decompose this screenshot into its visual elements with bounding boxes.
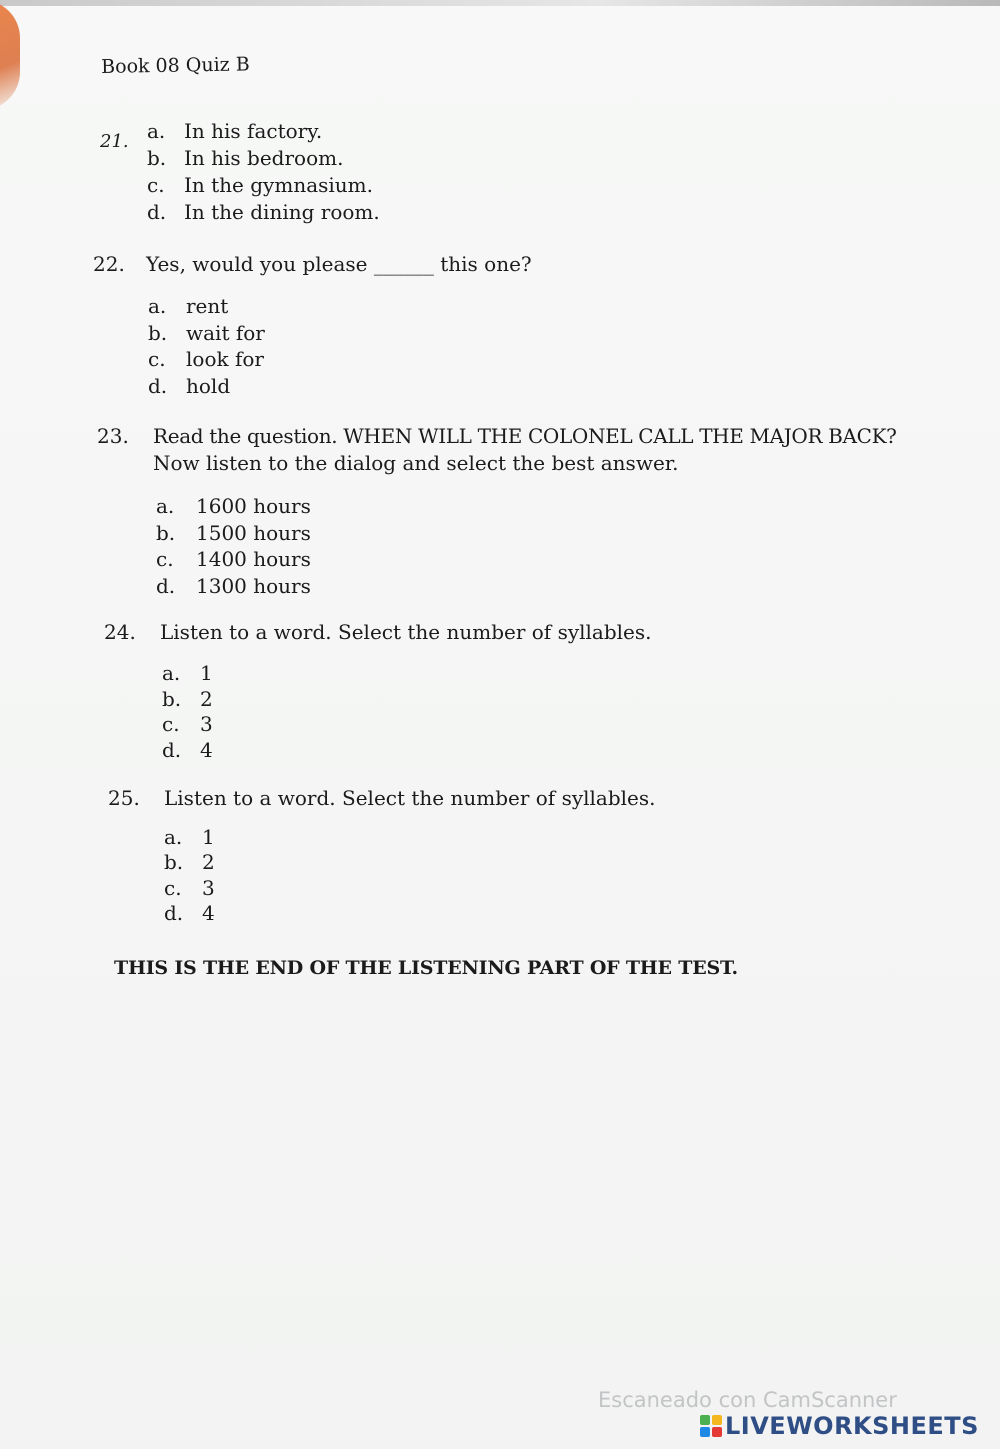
question-number: 21. (100, 131, 129, 152)
option-letter: b. (162, 686, 182, 711)
option-letter: c. (162, 712, 180, 736)
option-text: 4 (200, 737, 213, 762)
question-text: Listen to a word. Select the number of syllables. (164, 786, 656, 810)
logo-square (700, 1415, 710, 1425)
question-number: 25. (108, 786, 140, 810)
option-b[interactable] (164, 850, 364, 875)
option-letter: d. (162, 737, 182, 762)
question-text: Read the question. WHEN WILL THE COLONEL CALL THE MAJOR BACK? (153, 424, 897, 448)
option-letter: d. (148, 373, 168, 398)
option-text: 1400 hours (196, 547, 311, 571)
option-letter: a. (164, 825, 183, 849)
option-text: 2 (200, 686, 213, 711)
option-letter: c. (147, 173, 165, 197)
option-b[interactable] (156, 520, 456, 547)
option-text: 1300 hours (196, 573, 311, 598)
option-a[interactable] (148, 293, 448, 320)
option-c[interactable] (162, 712, 362, 738)
option-text: In his bedroom. (184, 145, 344, 170)
liveworksheets-brand[interactable] (700, 1412, 979, 1440)
question-text-line2: Now listen to the dialog and select the best answer. (153, 451, 679, 475)
page-header: Book 08 Quiz B (101, 53, 250, 78)
option-text: look for (186, 347, 264, 371)
logo-square (712, 1427, 722, 1437)
option-letter: a. (148, 294, 167, 318)
option-letter: b. (147, 145, 167, 170)
option-letter: a. (147, 119, 166, 143)
option-text: In the gymnasium. (184, 173, 373, 197)
option-text: rent (186, 294, 229, 318)
option-c[interactable] (156, 546, 456, 573)
option-text: In the dining room. (184, 199, 380, 224)
camscanner-watermark: Escaneado con CamScanner (598, 1388, 897, 1412)
option-letter: a. (162, 661, 181, 685)
option-a[interactable] (147, 118, 447, 145)
option-letter: d. (164, 900, 184, 925)
question-number: 22. (93, 252, 125, 276)
option-letter: d. (147, 199, 167, 224)
option-text: wait for (186, 320, 265, 345)
option-text: 1500 hours (196, 520, 311, 545)
option-c[interactable] (164, 876, 364, 901)
option-a[interactable] (164, 825, 364, 850)
question-number: 23. (97, 424, 129, 448)
option-letter: b. (164, 850, 184, 875)
option-letter: d. (156, 573, 176, 598)
option-d[interactable] (164, 901, 364, 926)
option-d[interactable] (162, 738, 362, 764)
corner-tab (0, 0, 20, 110)
option-d[interactable] (148, 373, 448, 400)
question-number: 24. (104, 620, 136, 644)
option-letter: b. (156, 520, 176, 545)
option-d[interactable] (156, 573, 456, 600)
option-c[interactable] (148, 346, 448, 373)
option-d[interactable] (147, 199, 447, 226)
option-c[interactable] (147, 172, 447, 199)
paper-edge (0, 0, 1000, 6)
option-text: 3 (202, 875, 215, 900)
option-letter: c. (148, 347, 166, 371)
logo-square (700, 1427, 710, 1437)
option-text: 2 (202, 850, 215, 875)
option-a[interactable] (156, 493, 456, 520)
question-text: Listen to a word. Select the number of syllables. (160, 620, 652, 644)
end-of-listening-notice: THIS IS THE END OF THE LISTENING PART OF THE TEST. (114, 957, 738, 979)
option-a[interactable] (162, 661, 362, 687)
option-letter: b. (148, 320, 168, 345)
option-text: 1600 hours (196, 494, 311, 518)
option-text: In his factory. (184, 119, 323, 143)
option-b[interactable] (147, 145, 447, 172)
option-text: 3 (200, 712, 213, 736)
option-letter: a. (156, 494, 175, 518)
option-b[interactable] (148, 320, 448, 347)
option-b[interactable] (162, 687, 362, 713)
option-letter: c. (156, 547, 174, 571)
option-text: 1 (202, 825, 215, 849)
option-letter: c. (164, 875, 182, 900)
liveworksheets-wordmark: LIVEWORKSHEETS (725, 1412, 979, 1440)
option-text: hold (186, 373, 231, 398)
liveworksheets-logo-icon (700, 1415, 722, 1437)
option-text: 1 (200, 661, 213, 685)
logo-square (712, 1415, 722, 1425)
option-text: 4 (202, 900, 215, 925)
question-text: Yes, would you please ______ this one? (146, 252, 532, 276)
